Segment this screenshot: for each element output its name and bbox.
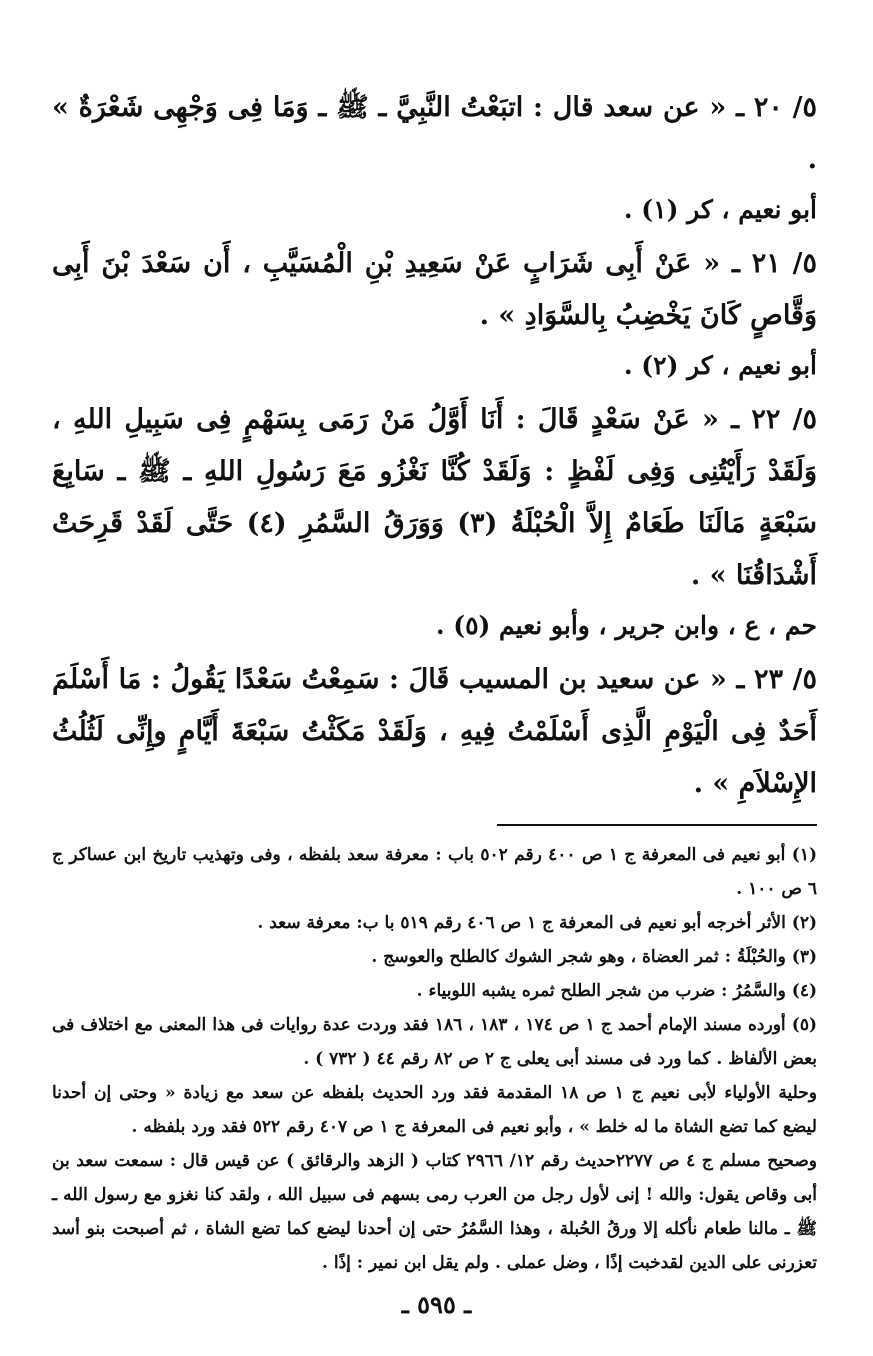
hadith-source: أبو نعيم ، كر (٢) .: [623, 351, 817, 380]
hadith-text: ٥/ ٢٣ ـ « عن سعيد بن المسيب قَالَ : سَمِعْتُ سَعْدًا يَقُولُ : مَا أَسْلَمَ أَحَدٌ فِى الْيَوْمِ الَّذِى أَسْلَمْتُ فِيهِ ، وَلَقَدْ مَكَثْتُ سَبْعَةَ أَيَّامٍ وإِنِّى لَثُلُثُ الإِسْلاَمِ » .: [52, 664, 817, 799]
footnotes: [52, 838, 817, 1280]
hadith-source: حم ، ع ، وابن جرير ، وأبو نعيم (٥) .: [435, 611, 817, 640]
main-text: [52, 82, 817, 810]
footnote: (٥) أورده مسند الإمام أحمد ج ١ ص ١٧٤ ، ١٨٣ ، ١٨٦ فقد وردت عدة روايات فى هذا المعنى مع اختلاف فى بعض الألفاظ . كما ورد فى مسند أبى يعلى ج ٢ ص ٨٢ رقم ٤٤ ( ٧٣٢ ) .: [52, 1015, 818, 1069]
hadith-text: ٥/ ٢٠ ـ « عن سعد قال : اتبَعْتُ النَّبِيَّ ـ ﷺ ـ وَمَا فِى وَجْهِى شَعْرَةٌ » .: [52, 92, 818, 175]
hadith-text: ٥/ ٢٢ ـ « عَنْ سَعْدٍ قَالَ : أَنَا أَوَّلُ مَنْ رَمَى بِسَهْمٍ فِى سَبِيلِ اللهِ ، وَلَقَدْ رَأَيْتُنِى وَفِى لَفْظٍ : وَلَقَدْ كُنَّا نَغْزُو مَعَ رَسُولِ اللهِ ـ ﷺ ـ سَابِعَ سَبْعَةٍ مَالَنَا طَعَامٌ إِلاَّ الْحُبْلَةُ (٣) وَوَرَقُ السَّمُرِ (٤) حَتَّى لَقَدْ قَرِحَتْ أَشْدَاقُنَا » .: [52, 404, 817, 591]
footnote: (٤) والسَّمُرُ : ضرب من شجر الطلح ثمره يشبه اللوبياء .: [416, 981, 817, 1001]
footnote-continuation: وحلية الأولياء لأبى نعيم ج ١ ص ١٨ المقدمة فقد ورد الحديث بلفظه عن سعد مع زيادة « وحتى إن أحدنا ليضع كما تضع الشاة ما له خلط » ، وأبو نعيم فى المعرفة ج ١ ص ٤٠٧ رقم ٥٢٢ فقد ورد بلفظه .: [52, 1083, 817, 1137]
hadith-text: ٥/ ٢١ ـ « عَنْ أَبِى شَرَابٍ عَنْ سَعِيدِ بْنِ الْمُسَيَّبِ ، أَن سَعْدَ بْنَ أَبِى وَقَّاصٍ كَانَ يَخْضِبُ بِالسَّوَادِ » .: [52, 248, 817, 331]
page-number: ـ ٥٩٥ ـ: [401, 1290, 472, 1319]
footnote: (٢) الأثر أخرجه أبو نعيم فى المعرفة ج ١ ص ٤٠٦ رقم ٥١٩ با ب: معرفة سعد .: [257, 913, 817, 933]
footnote-continuation: وصحيح مسلم ج ٤ ص ٢٢٧٧حديث رقم ١٢/ ٢٩٦٦ كتاب ( الزهد والرقائق ) عن قيس قال : سمعت سعد بن أبى وقاص يقول: والله ! إنى لأول رجل من العرب رمى بسهم فى سبيل الله ، ولقد كنا نغزو مع رسول الله ـ ﷺ ـ مالنا طعام نأكله إلا ورقُ الحُبلة ، وهذا السَّمُرُ حتى إن أحدنا ليضع كما تضع الشاة ، ثم أصبحت بنو أسد تعزرنى على الدين لقدخبت إذًا ، وضل عملى . ولم يقل ابن نمير : إذًا .: [52, 1151, 818, 1273]
hadith-source: أبو نعيم ، كر (١) .: [623, 195, 817, 224]
footnote-divider: [497, 824, 817, 826]
footnote: (١) أبو نعيم فى المعرفة ج ١ ص ٤٠٠ رقم ٥٠٢ باب : معرفة سعد بلفظه ، وفى وتهذيب تاريخ ابن عساكر ج ٦ ص ١٠٠ .: [52, 845, 817, 899]
footnote: (٣) والحُبْلَةُ : ثمر العضاة ، وهو شجر الشوك كالطلح والعوسج .: [371, 947, 817, 967]
